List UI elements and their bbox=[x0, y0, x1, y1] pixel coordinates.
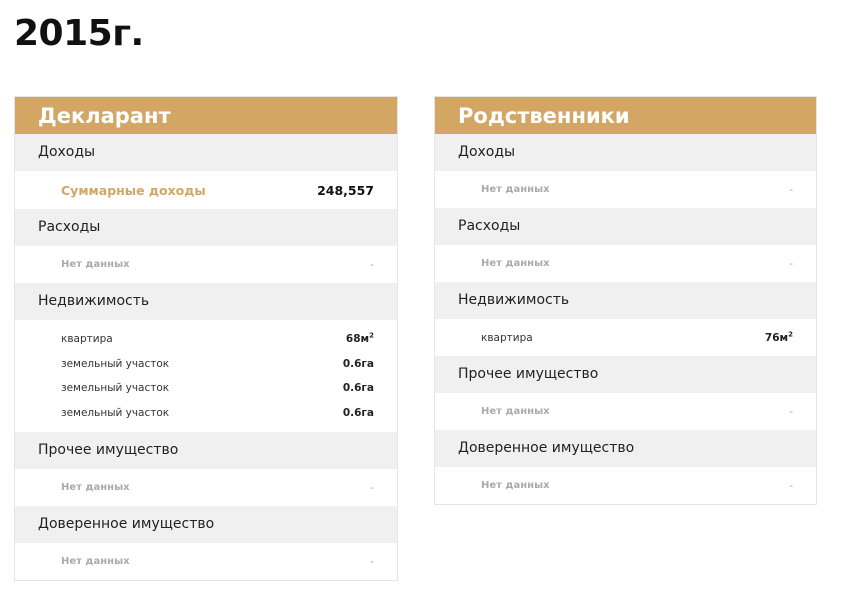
relatives-trusted-row bbox=[435, 467, 816, 504]
no-data-label: Нет данных bbox=[481, 480, 550, 491]
realty-item bbox=[15, 376, 397, 401]
realty-item bbox=[15, 401, 397, 426]
relatives-panel-title: Родственники bbox=[435, 97, 816, 134]
income-total-value: 248,557 bbox=[317, 182, 374, 198]
no-data-value: - bbox=[789, 257, 793, 270]
relatives-trusted-heading: Доверенное имущество bbox=[435, 430, 816, 467]
relatives-income-heading: Доходы bbox=[435, 134, 816, 171]
no-data-value: - bbox=[370, 258, 374, 271]
no-data-value: - bbox=[370, 481, 374, 494]
realty-item bbox=[435, 319, 816, 356]
realty-item-label: земельный участок bbox=[61, 406, 170, 419]
no-data-label: Нет данных bbox=[61, 482, 130, 493]
relatives-other-heading: Прочее имущество bbox=[435, 356, 816, 393]
realty-item-label: квартира bbox=[61, 333, 113, 346]
no-data-label: Нет данных bbox=[61, 259, 130, 270]
declarant-realty-list bbox=[15, 320, 397, 432]
realty-item-value: $76м^2$ bbox=[764, 330, 793, 344]
page-title: 2015г. bbox=[14, 13, 144, 54]
relatives-expenses-row bbox=[435, 245, 816, 282]
no-data-label: Нет данных bbox=[481, 258, 550, 269]
relatives-other-row bbox=[435, 393, 816, 430]
no-data-value: - bbox=[370, 555, 374, 568]
no-data-value: - bbox=[789, 405, 793, 418]
declarant-panel bbox=[14, 96, 398, 581]
declarant-panel-title: Декларант bbox=[15, 97, 397, 134]
realty-item-value: 0.6га bbox=[342, 406, 374, 419]
realty-item bbox=[15, 327, 397, 352]
realty-item bbox=[15, 352, 397, 377]
declarant-trusted-heading: Доверенное имущество bbox=[15, 506, 397, 543]
realty-item-label: квартира bbox=[481, 331, 533, 344]
realty-item-label: земельный участок bbox=[61, 357, 170, 370]
relatives-realty-heading: Недвижимость bbox=[435, 282, 816, 319]
relatives-expenses-heading: Расходы bbox=[435, 208, 816, 245]
no-data-value: - bbox=[789, 479, 793, 492]
realty-item-value: $68м^2$ bbox=[345, 331, 374, 346]
declarant-other-row bbox=[15, 469, 397, 506]
declarant-income-total-row bbox=[15, 171, 397, 209]
realty-item-label: земельный участок bbox=[61, 382, 170, 395]
declarant-trusted-row bbox=[15, 543, 397, 580]
declarant-expenses-row bbox=[15, 246, 397, 283]
realty-item-value: 0.6га bbox=[342, 382, 374, 395]
declarant-other-heading: Прочее имущество bbox=[15, 432, 397, 469]
income-total-label: Суммарные доходы bbox=[61, 182, 206, 198]
declarant-expenses-heading: Расходы bbox=[15, 209, 397, 246]
relatives-income-row bbox=[435, 171, 816, 208]
no-data-label: Нет данных bbox=[61, 556, 130, 567]
no-data-label: Нет данных bbox=[481, 406, 550, 417]
declarant-income-heading: Доходы bbox=[15, 134, 397, 171]
no-data-value: - bbox=[789, 183, 793, 196]
declarant-realty-heading: Недвижимость bbox=[15, 283, 397, 320]
relatives-panel bbox=[434, 96, 817, 505]
no-data-label: Нет данных bbox=[481, 184, 550, 195]
realty-item-value: 0.6га bbox=[342, 357, 374, 370]
